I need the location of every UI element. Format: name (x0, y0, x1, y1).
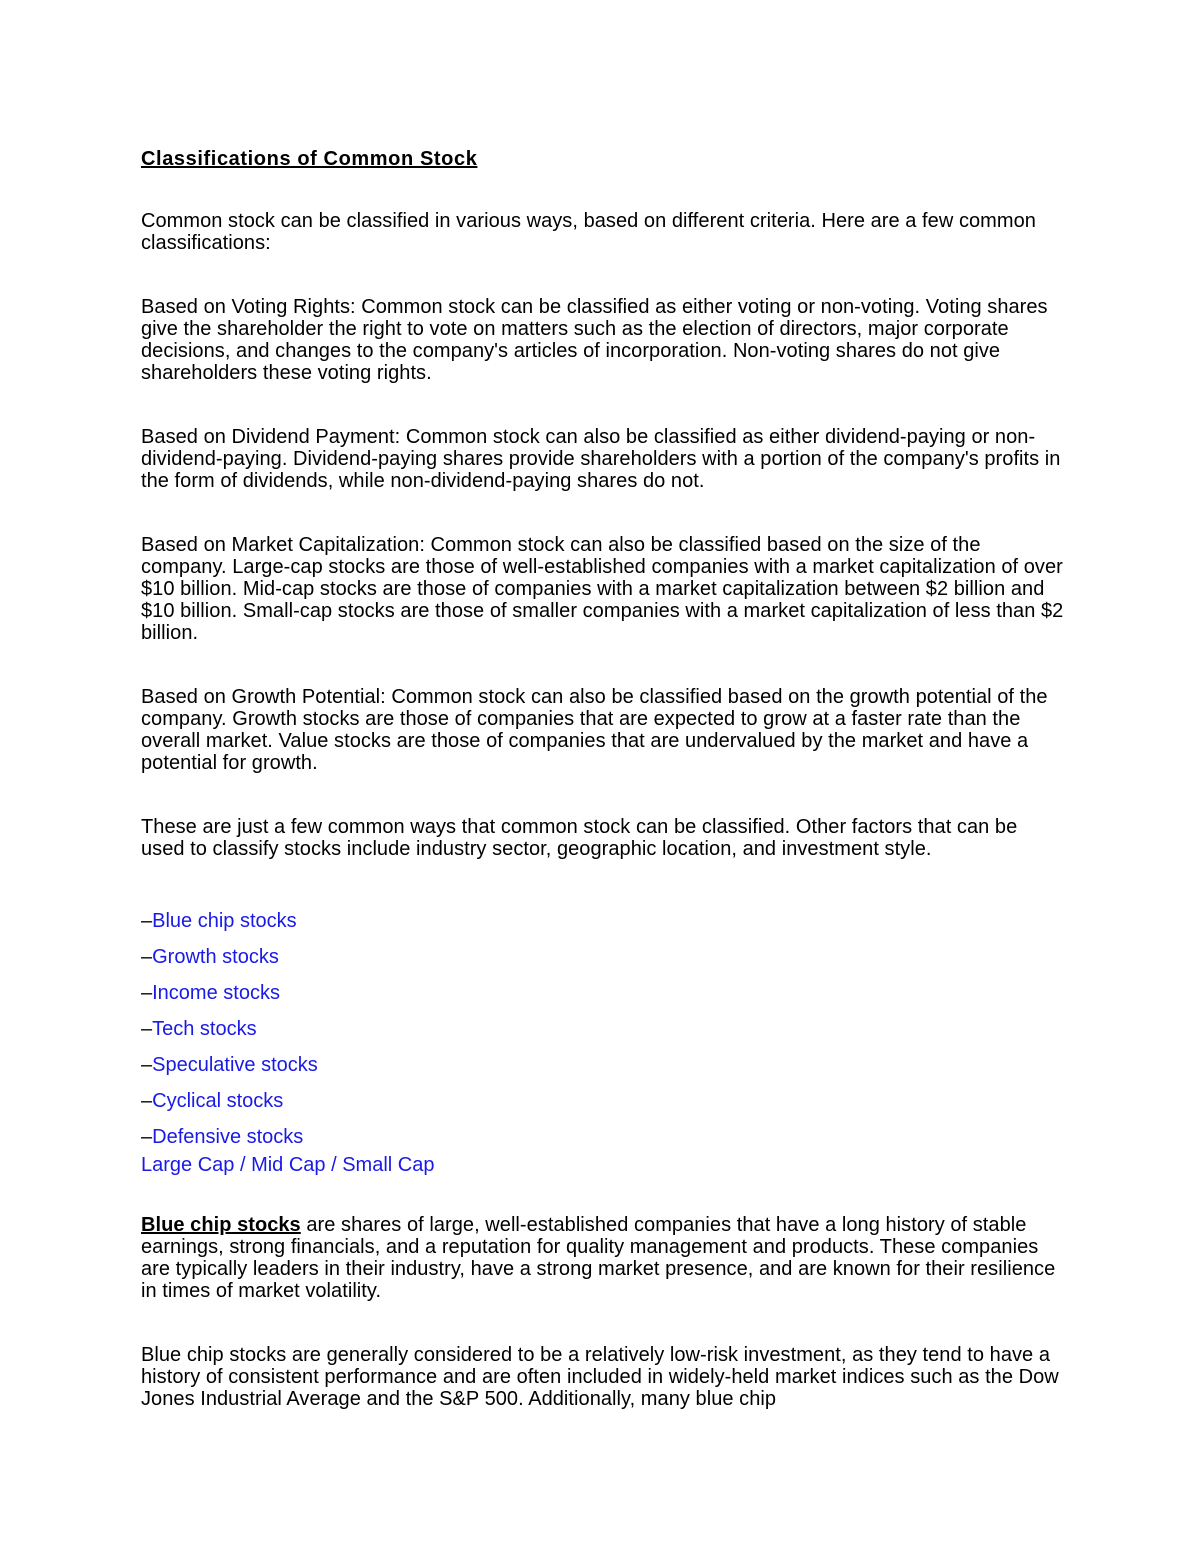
voting-rights-paragraph: Based on Voting Rights: Common stock can be classified as either voting or non-voting. Voting shares give the shareholder the right to vote on matters such as the election of directors, major corporate decisions, and changes to the company's articles of incorporation. Non-voting shares do not give shareholders these voting rights. (141, 296, 1048, 384)
cyclical-stocks-link[interactable]: Cyclical stocks (152, 1090, 284, 1112)
growth-stocks-link[interactable]: Growth stocks (152, 946, 279, 968)
blue-chip-stocks-link[interactable]: Blue chip stocks (152, 910, 297, 932)
defensive-stocks-link[interactable]: Defensive stocks (152, 1126, 304, 1148)
list-dash: – (141, 946, 153, 968)
income-stocks-link[interactable]: Income stocks (152, 982, 280, 1004)
blue-chip-risk-paragraph: Blue chip stocks are generally considered to be a relatively low-risk investment, as they tend to have a history of consistent performance and are often included in widely-held market indices such as the Dow Jones Industrial Average and the S&P 500. Additionally, many blue chip (141, 1344, 1059, 1410)
list-item (141, 1052, 1066, 1078)
dividend-paragraph: Based on Dividend Payment: Common stock can also be classified as either dividend-paying or non-dividend-paying. Dividend-paying shares provide shareholders with a portion of the company's profits in the form of dividends, while non-dividend-paying shares do not. (141, 426, 1061, 492)
list-dash: – (141, 1018, 153, 1040)
blue-chip-term: Blue chip stocks (141, 1214, 301, 1236)
cap-sizes-link[interactable]: Large Cap / Mid Cap / Small Cap (141, 1154, 435, 1176)
list-dash: – (141, 982, 153, 1004)
tech-stocks-link[interactable]: Tech stocks (152, 1018, 257, 1040)
growth-paragraph: Based on Growth Potential: Common stock can also be classified based on the growth potential of the company. Growth stocks are those of companies that are expected to grow at a faster rate than the overall market. Value stocks are those of companies that are undervalued by the market and have a potential for growth. (141, 686, 1048, 774)
speculative-stocks-link[interactable]: Speculative stocks (152, 1054, 318, 1076)
list-item (141, 1016, 1066, 1042)
list-dash: – (141, 910, 153, 932)
list-item (141, 1088, 1066, 1114)
list-item (141, 944, 1066, 970)
blue-chip-definition: are shares of large, well-established companies that have a long history of stable earnings, strong financials, and a reputation for quality management and products. These companies are typically leaders in their industry, have a strong market presence, and are known for their resilience in times of market volatility. (141, 1214, 1056, 1302)
list-dash: – (141, 1126, 153, 1148)
list-item (141, 908, 1066, 934)
intro-paragraph: Common stock can be classified in various ways, based on different criteria. Here are a few common classifications: (141, 210, 1036, 254)
market-cap-paragraph: Based on Market Capitalization: Common stock can also be classified based on the size of the company. Large-cap stocks are those of well-established companies with a market capitalization of over $10 billion. Mid-cap stocks are those of companies with a market capitalization between $2 billion and $10 billion. Small-cap stocks are those of smaller companies with a market capitalization of less than $2 billion. (141, 534, 1064, 644)
blue-chip-definition-paragraph (141, 1214, 1066, 1302)
summary-paragraph: These are just a few common ways that common stock can be classified. Other factors that can be used to classify stocks include industry sector, geographic location, and investment style. (141, 816, 1018, 860)
stock-types-list (141, 908, 1066, 1150)
list-dash: – (141, 1054, 153, 1076)
list-item (141, 1124, 1066, 1150)
document-page (141, 146, 1066, 1410)
list-item (141, 980, 1066, 1006)
page-title: Classifications of Common Stock (141, 148, 478, 170)
list-dash: – (141, 1090, 153, 1112)
